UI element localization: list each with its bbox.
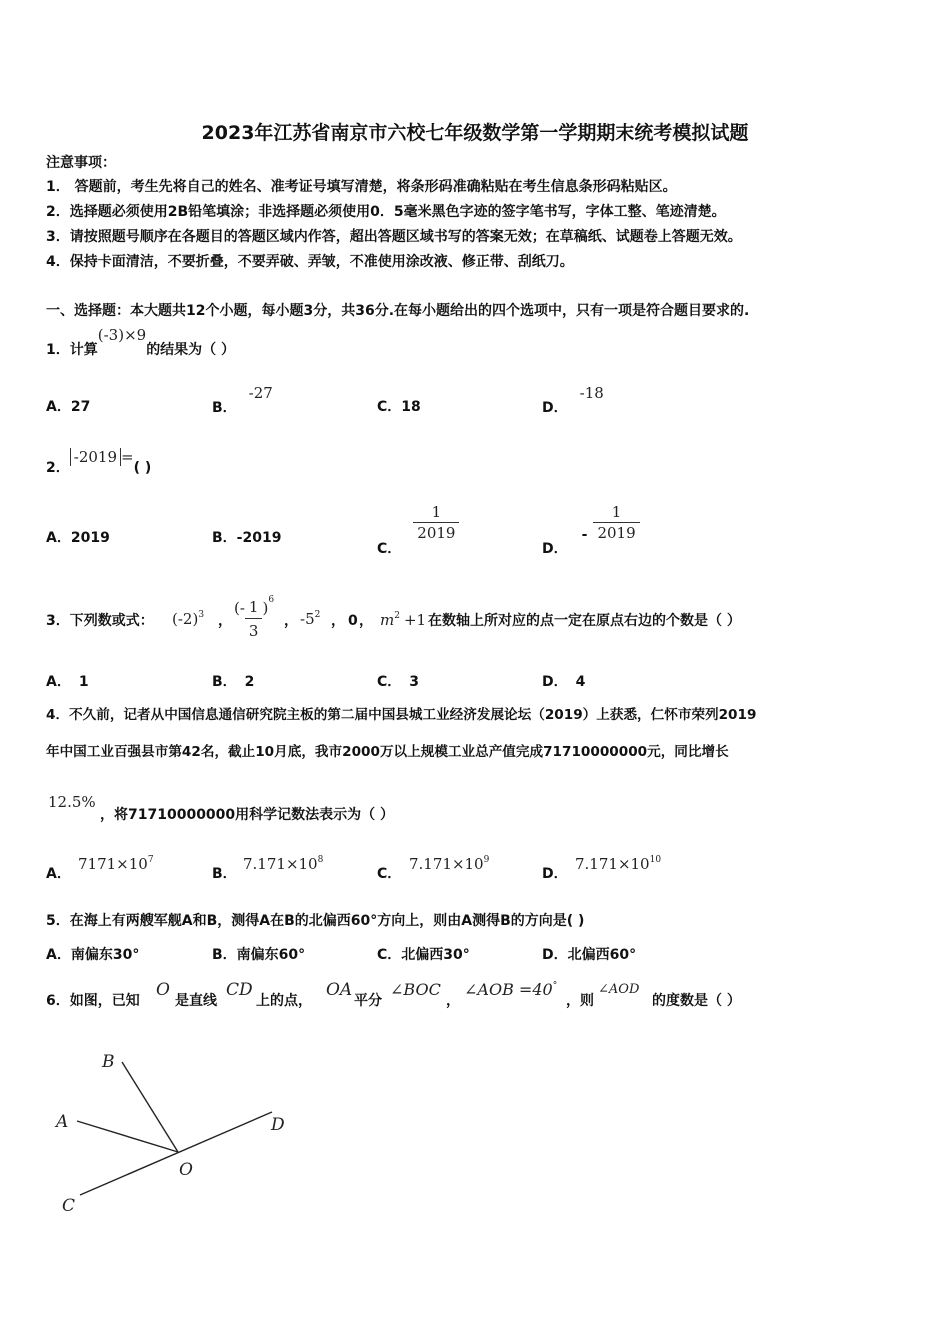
q2-equals: = [121,448,134,466]
option-label: A． [46,399,71,415]
q5-option-a [46,948,139,962]
q6-part-1: 6．如图，已知 [46,993,140,1009]
expr-variable: m [380,611,395,629]
option-value: 18 [401,399,421,415]
option-value: -18 [579,384,604,402]
option-label: D． [542,674,568,690]
q3-option-c [377,675,419,689]
q2-abs-value: -2019 [70,448,121,466]
fraction-numerator: 1 [245,598,263,619]
expr-exponent: 2 [314,610,321,620]
option-value: 3 [409,674,420,690]
q3-suffix: 在数轴上所对应的点一定在原点右边的个数是（ ） [428,613,741,629]
option-fraction [413,505,459,541]
degree-sign: ° [552,981,558,991]
label-a: A [56,1112,69,1132]
option-label: A． [46,530,71,546]
q1-option-c [377,400,421,414]
q4-option-b-value [243,855,323,873]
option-label: D． [542,947,568,963]
expr-close-paren: ) [262,599,269,617]
label-c: C [62,1196,76,1216]
option-value: 1 [78,674,89,690]
section-heading: 一、选择题：本大题共12个小题，每小题3分，共36分.在每小题给出的四个选项中，只有一项是符合题目要求的. [46,303,750,319]
q6-part-4: 平分 [354,993,382,1009]
q6-part-6: ，则 [566,993,594,1009]
option-label: D． [542,541,568,557]
q6-angle-aod: ∠AOD [598,982,640,997]
option-value: 4 [575,674,586,690]
option-sign: - [581,527,588,543]
option-value: -27 [248,384,273,402]
q4-option-d-label: D． [542,866,568,882]
expr-exponent: 3 [198,610,205,620]
option-value: 2 [244,674,255,690]
q4-option-c-value [409,855,489,873]
option-label: B． [212,674,237,690]
option-label: A． [46,674,71,690]
q2-expression [70,448,134,466]
q6-line-cd: CD [226,980,253,1000]
notice-item-1: 1． 答题前，考生先将自己的姓名、准考证号填写清楚，将条形码准确粘贴在考生信息条形码粘贴区。 [46,179,677,195]
q2-prefix: 2． [46,460,70,476]
option-label: C． [377,399,402,415]
q6-part-7: 的度数是（ ） [652,993,741,1009]
option-value: 2019 [70,530,110,546]
fraction-numerator: 1 [593,505,639,523]
option-label: A． [46,947,71,963]
q3-expr-5 [380,611,426,629]
ray-oa [77,1121,178,1152]
q5-option-d [542,948,636,962]
option-base: 7.171×10 [243,855,318,873]
q4-percent: 12.5% [48,793,96,811]
option-base: 7.171×10 [409,855,484,873]
q2-option-d [542,503,640,557]
option-base: 7171×10 [78,855,148,873]
q6-part-3: 上的点， [256,993,312,1009]
notice-item-4: 4．保持卡面清洁，不要折叠，不要弄破、弄皱，不准使用涂改液、修正带、刮纸刀。 [46,254,574,270]
q3-expr-3 [300,610,320,628]
q4-option-c-label: C． [377,866,402,882]
expr-exponent: 6 [268,595,275,605]
option-label: D． [542,400,568,416]
option-label: B． [212,530,237,546]
q2-stem [46,448,152,476]
fraction-denominator: 2019 [417,524,456,542]
notice-item-2: 2．选择题必须使用2B铅笔填涂；非选择题必须使用0．5毫米黑色字迹的签字笔书写，字体工整、笔迹清楚。 [46,204,726,220]
q1-option-d [542,384,604,416]
q1-prefix: 1．计算 [46,342,98,358]
q4-option-a-label: A． [46,866,71,882]
q4-option-a-value [78,855,154,873]
angle-aob-value: ∠AOB =40 [464,980,553,999]
fraction-numerator: 1 [413,505,459,523]
option-exponent: 9 [483,855,490,865]
q3-comma-2: ， [284,613,298,629]
label-o: O [179,1160,193,1180]
q3-comma-1: ， [218,613,232,629]
line-cd [80,1112,272,1195]
option-label: C． [377,541,402,557]
q2-suffix: ( ) [133,460,152,476]
option-exponent: 10 [649,855,662,865]
fraction-denominator: 3 [248,622,259,640]
q2-option-b [212,531,281,545]
option-base: 7.171×10 [575,855,650,873]
notice-heading: 注意事项： [46,155,116,171]
option-value: -2019 [236,530,282,546]
expr-fraction [245,598,263,640]
option-fraction [593,505,639,541]
q3-option-b [212,675,254,689]
q2-option-a [46,531,110,545]
option-value: 北偏西30° [401,947,470,963]
q1-option-b [212,384,273,416]
option-value: 27 [70,399,91,415]
page-title: 2023年江苏省南京市六校七年级数学第一学期期末统考模拟试题 [201,122,749,144]
option-value: 南偏东30° [70,947,140,963]
q6-figure [40,1040,320,1230]
q6-part-5: ， [446,993,460,1009]
q1-suffix: 的结果为（ ） [146,342,236,358]
q5-stem: 5．在海上有两艘军舰A和B，测得A在B的北偏西60°方向上，则由A测得B的方向是( ) [46,913,585,929]
option-label: C． [377,674,402,690]
expr-base: (-2) [172,610,199,628]
q1-expression: (-3)×9 [97,326,147,344]
q6-angle-aob [464,980,557,999]
expr-base: -5 [300,610,315,628]
q1-stem [46,326,236,358]
q1-option-a [46,400,90,414]
q4-line-1: 4．不久前，记者从中国信息通信研究院主板的第二届中国县城工业经济发展论坛（2019）上获悉，仁怀市荣列2019 [46,707,757,723]
q6-ray-oa: OA [326,980,353,1000]
label-d: D [271,1115,285,1135]
option-value: 北偏西60° [567,947,637,963]
q3-prefix: 3．下列数或式： [46,613,154,629]
expr-open-paren: (- [234,599,245,617]
q6-angle-boc: ∠BOC [390,980,441,999]
option-label: C． [377,947,402,963]
notice-item-3: 3．请按照题号顺序在各题目的答题区域内作答，超出答题区域书写的答案无效；在草稿纸、试题卷上答题无效。 [46,229,742,245]
q6-point-o: O [156,980,170,1000]
option-label: B． [212,947,237,963]
q4-line-3: ，将71710000000用科学记数法表示为（ ） [100,807,395,823]
q3-expr-4: 0 [348,613,358,629]
q5-option-c [377,948,470,962]
q3-option-d [542,675,585,689]
option-exponent: 8 [317,855,324,865]
option-label: B． [212,400,237,416]
expr-rest: +1 [403,611,427,629]
q5-option-b [212,948,305,962]
q4-line-2: 年中国工业百强县市第42名，截止10月底，我市2000万以上规模工业总产值完成71710000000元，同比增长 [46,744,729,760]
option-exponent: 7 [147,855,154,865]
q4-option-b-label: B． [212,866,237,882]
q6-part-2: 是直线 [175,993,217,1009]
expr-exponent: 2 [394,611,400,621]
q3-expr-1 [172,610,204,628]
option-value: 南偏东60° [236,947,306,963]
q4-option-d-value [575,855,661,873]
ray-ob [122,1062,178,1152]
label-b: B [102,1052,115,1072]
q3-comma-4: ， [359,613,373,629]
q2-option-c [377,503,459,557]
fraction-denominator: 2019 [597,524,636,542]
q3-expr-2 [234,590,275,640]
q3-comma-3: ， [331,613,345,629]
q3-option-a [46,675,89,689]
